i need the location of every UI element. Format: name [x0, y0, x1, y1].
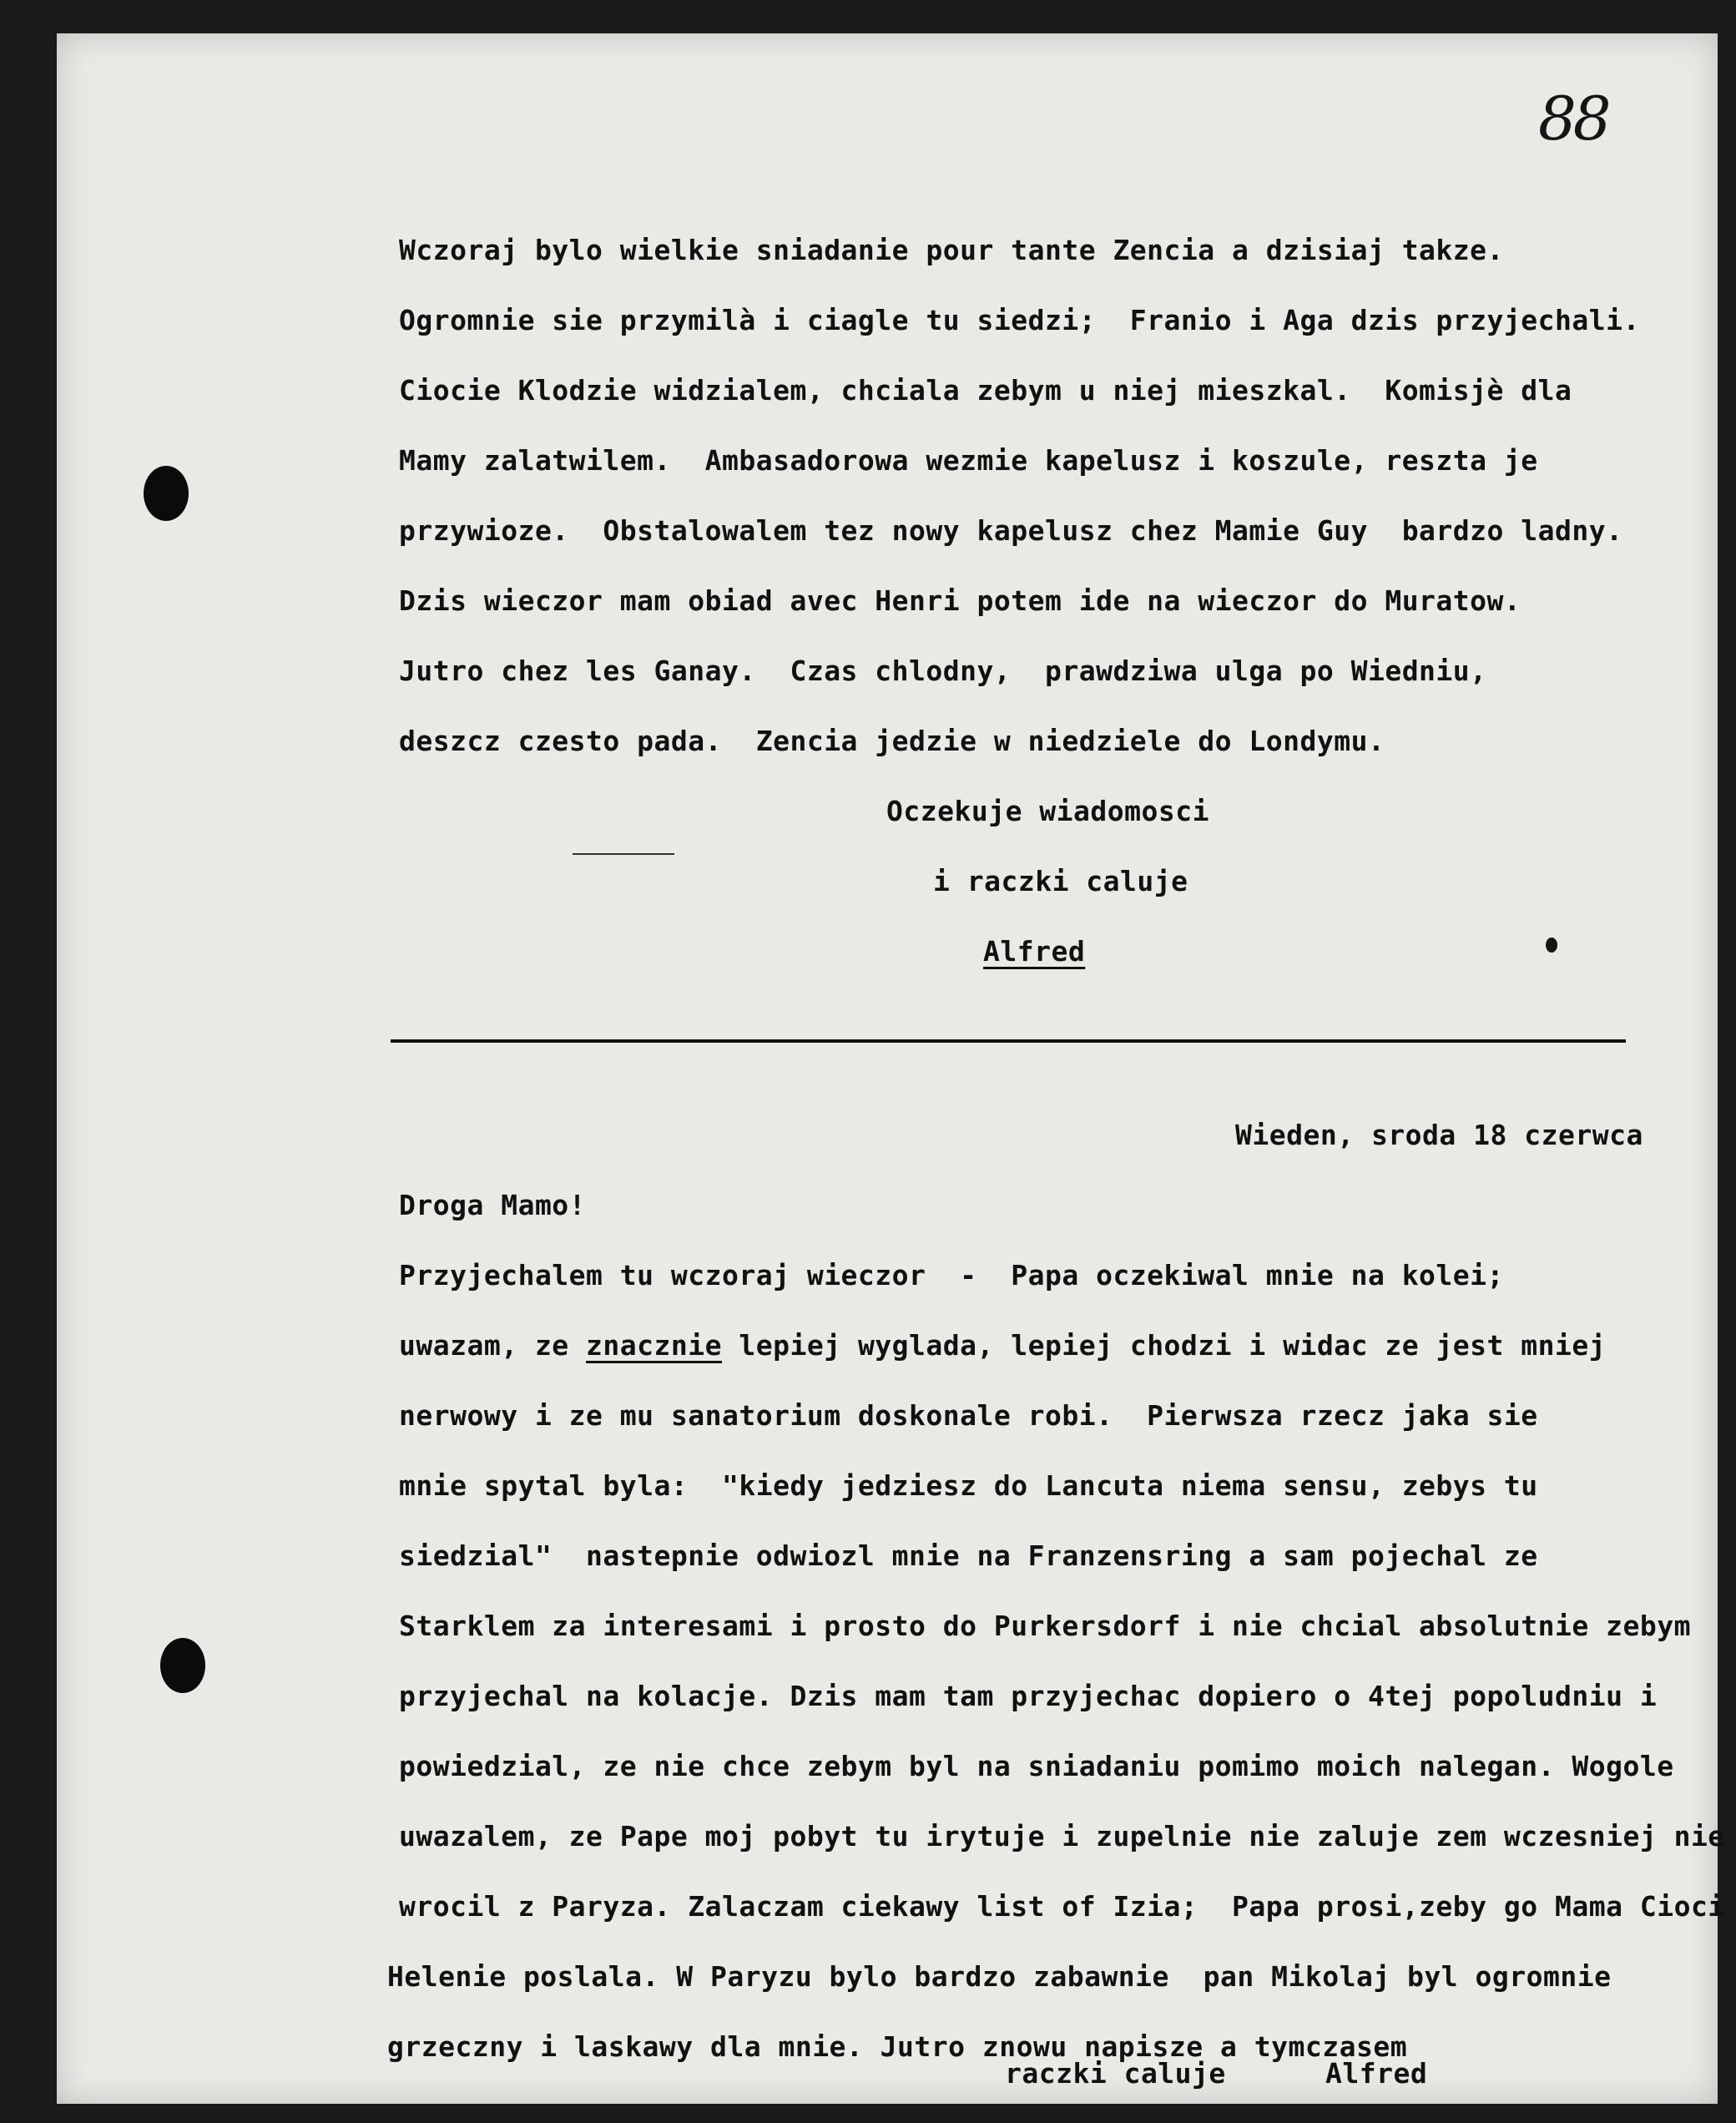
short-rule	[573, 853, 674, 855]
letter2-signature: Alfred	[1325, 2057, 1428, 2090]
letter2-line: siedzial" nastepnie odwiozl mnie na Franzensring a sam pojechal ze	[399, 1539, 1538, 1572]
document-page	[57, 33, 1725, 2104]
punch-hole-bottom	[160, 1638, 205, 1693]
letter1-line: Jutro chez les Ganay. Czas chlodny, prawdziwa ulga po Wiedniu,	[399, 655, 1487, 687]
letter1-line: Ciocie Klodzie widzialem, chciala zebym u niej mieszkal. Komisjè dla	[399, 374, 1572, 407]
letter1-line: Dzis wieczor mam obiad avec Henri potem ide na wieczor do Muratow.	[399, 584, 1522, 617]
letter1-signature: Alfred	[983, 935, 1086, 968]
letter2-line: nerwowy i ze mu sanatorium doskonale robi. Pierwsza rzecz jaka sie	[399, 1399, 1538, 1432]
letter2-line: wrocil z Paryza. Zalaczam ciekawy list of Izia; Papa prosi,zeby go Mama Cioci	[399, 1890, 1725, 1923]
letter1-line: przywioze. Obstalowalem tez nowy kapelusz chez Mamie Guy bardzo ladny.	[399, 514, 1623, 547]
line-text: lepiej wyglada, lepiej chodzi i widac ze jest mniej	[722, 1329, 1607, 1362]
emphasized-word: znacznie	[586, 1329, 722, 1362]
letter2-line: przyjechal na kolacje. Dzis mam tam przyjechac dopiero o 4tej popoludniu i	[399, 1680, 1658, 1712]
letter1-line: Wczoraj bylo wielkie sniadanie pour tante Zencia a dzisiaj takze.	[399, 234, 1504, 266]
letter-separator	[391, 1039, 1626, 1043]
letter1-line: deszcz czesto pada. Zencia jedzie w niedziele do Londymu.	[399, 725, 1385, 757]
letter2-line: Starklem za interesami i prosto do Purkersdorf i nie chcial absolutnie zebym	[399, 1610, 1691, 1642]
letter1-line: Mamy zalatwilem. Ambasadorowa wezmie kapelusz i koszule, reszta je	[399, 444, 1538, 477]
letter2-line: mnie spytal byla: "kiedy jedziesz do Lancuta niema sensu, zebys tu	[399, 1469, 1538, 1502]
letter2-line: Helenie poslala. W Paryzu bylo bardzo zabawnie pan Mikolaj byl ogromnie	[387, 1960, 1612, 1993]
letter2-line: Przyjechalem tu wczoraj wieczor - Papa oczekiwal mnie na kolei;	[399, 1259, 1504, 1291]
letter2-date: Wieden, sroda 18 czerwca	[1235, 1119, 1643, 1151]
letter2-line: grzeczny i laskawy dla mnie. Jutro znowu napisze a tymczasem	[387, 2030, 1408, 2063]
letter2-line: powiedzial, ze nie chce zebym byl na sniadaniu pomimo moich nalegan. Wogole	[399, 1750, 1674, 1782]
letter1-closing: i raczki caluje	[933, 865, 1188, 897]
ink-spot	[1546, 938, 1557, 953]
letter2-line	[399, 1329, 1606, 1362]
letter2-line: uwazalem, ze Pape moj pobyt tu irytuje i zupelnie nie zaluje zem wczesniej nie	[399, 1820, 1725, 1853]
punch-hole-top	[144, 466, 189, 521]
letter1-line: Ogromnie sie przymilà i ciagle tu siedzi; Franio i Aga dzis przyjechali.	[399, 304, 1640, 336]
letter2-salutation: Droga Mamo!	[399, 1189, 587, 1221]
page-number: 88	[1538, 83, 1608, 154]
letter1-closing: Oczekuje wiadomosci	[886, 795, 1209, 827]
line-text: uwazam, ze	[399, 1329, 587, 1362]
letter2-closing: raczki caluje	[1005, 2057, 1226, 2090]
